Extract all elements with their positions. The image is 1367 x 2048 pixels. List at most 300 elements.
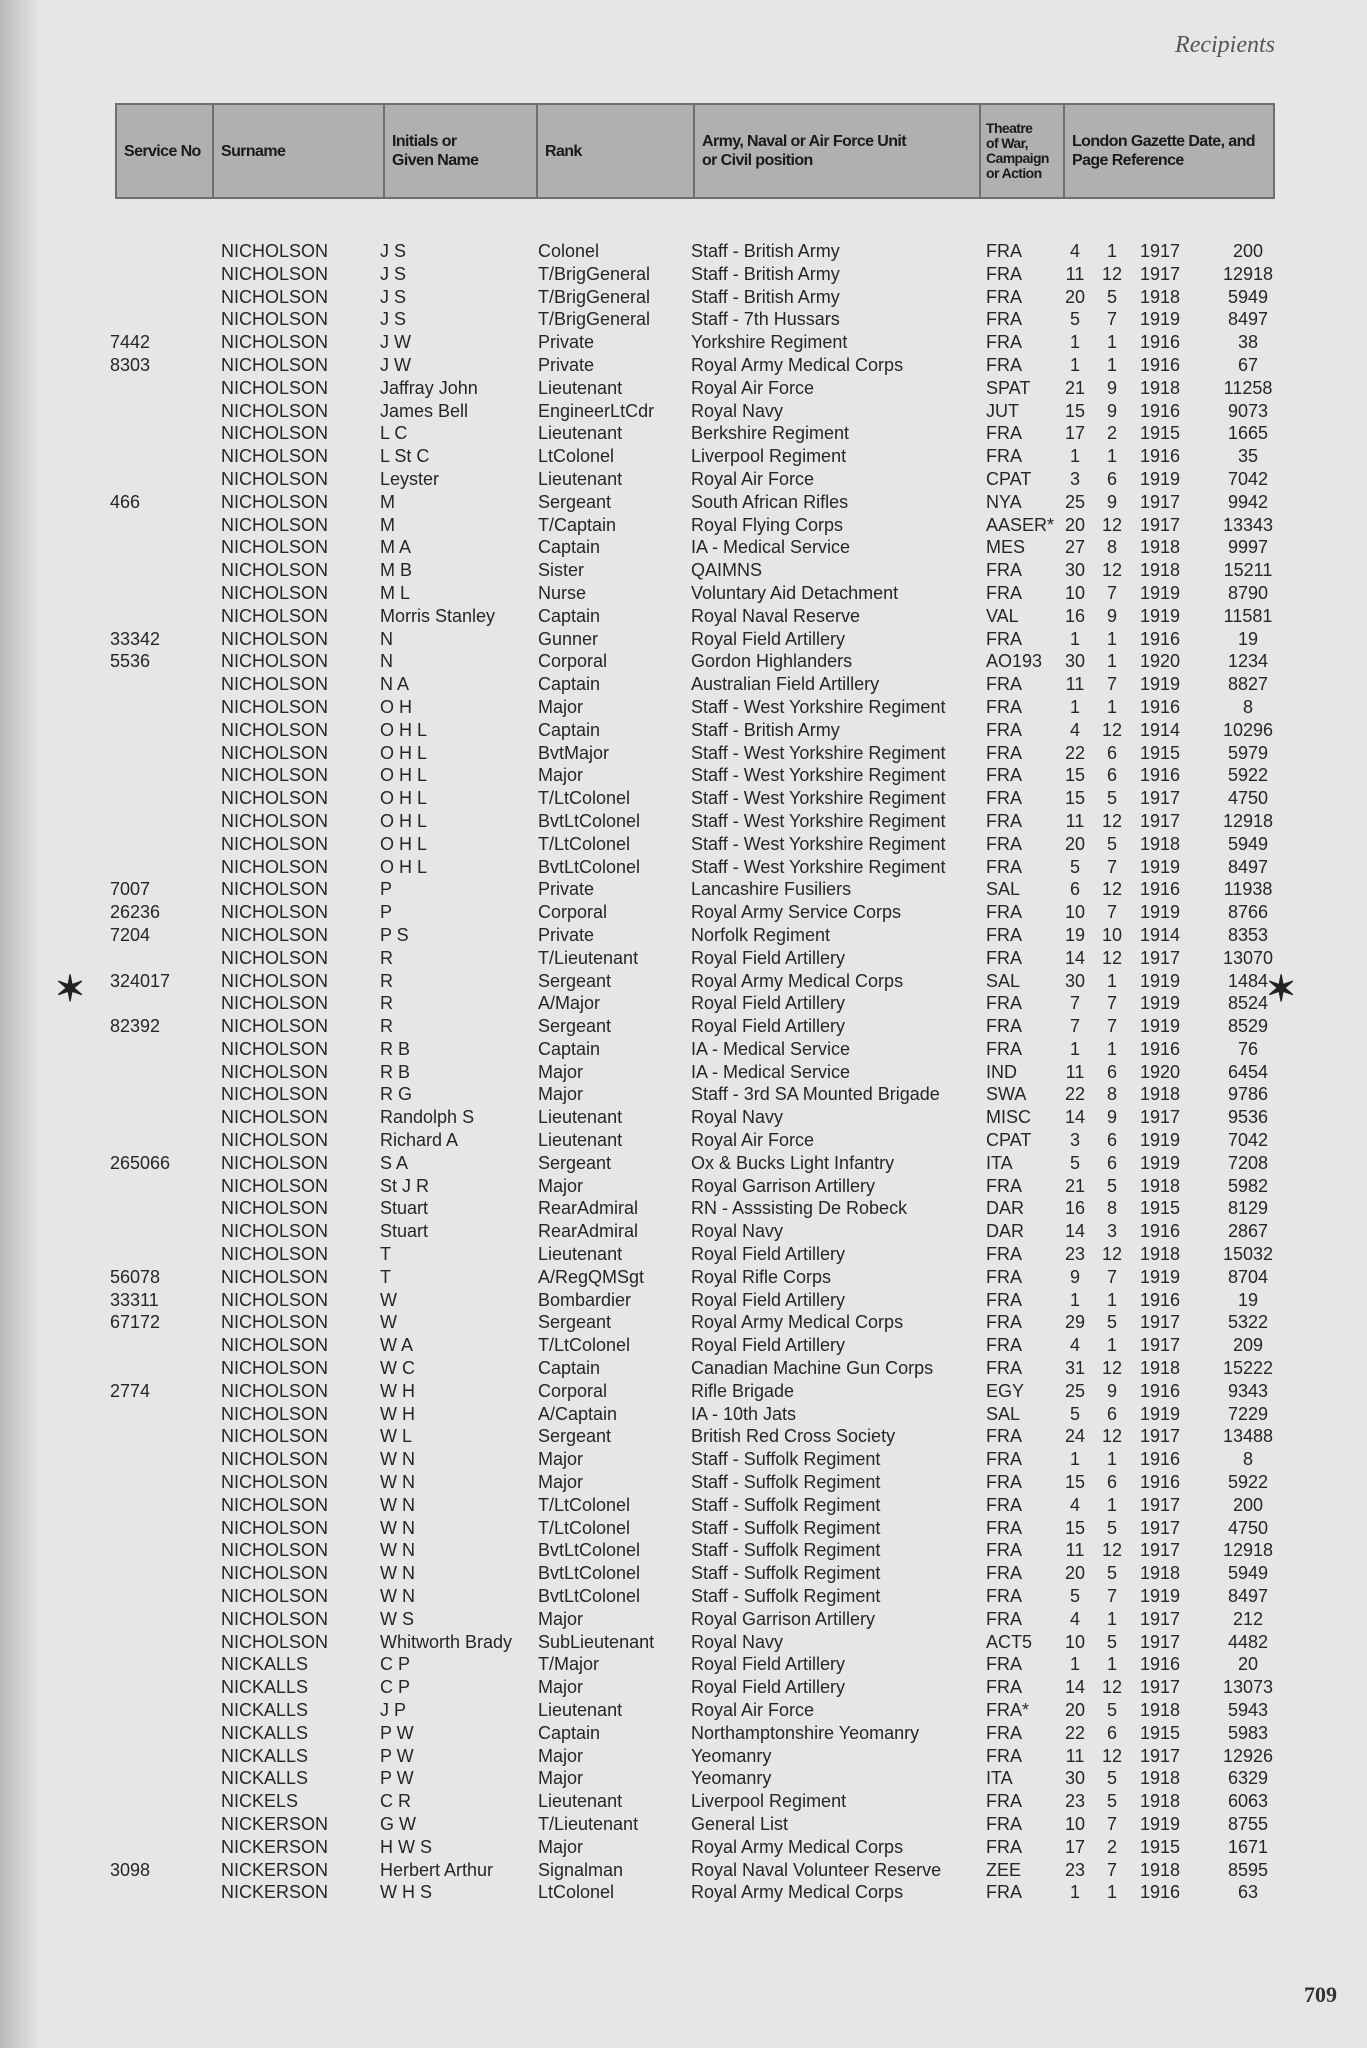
gazette-month-cell: 12 [1101,719,1123,740]
rank-cell: Sister [538,560,585,581]
initials-cell: R G [380,1084,413,1105]
surname-cell: NICHOLSON [221,354,329,375]
rank-cell: T/Lieutenant [538,947,639,968]
initials-cell: P W [380,1722,414,1743]
rank-cell: BvtLtColonel [538,856,641,877]
unit-cell: South African Rifles [691,491,849,512]
rank-cell: Colonel [538,241,600,261]
gazette-year-cell: 1917 [1140,1745,1181,1766]
table-row [108,1038,1288,1061]
gazette-month-cell: 7 [1106,1859,1117,1880]
table-row [108,400,1288,423]
gazette-month-cell: 7 [1106,1813,1117,1834]
gazette-year-cell: 1915 [1140,1198,1181,1219]
gazette-page-cell: 212 [1232,1608,1264,1629]
theatre-cell: FRA [986,1586,1022,1607]
gazette-year-cell: 1918 [1140,1791,1181,1812]
gazette-month-cell: 5 [1106,1791,1117,1812]
gazette-page-cell: 12918 [1222,263,1274,284]
gazette-page-cell: 38 [1237,332,1259,353]
rank-cell: T/BrigGeneral [538,286,651,307]
gazette-year-cell: 1920 [1140,651,1181,672]
gazette-year-cell: 1919 [1140,856,1181,877]
gazette-page-cell: 6329 [1227,1768,1269,1789]
table-row [108,696,1288,719]
rank-cell: Lieutenant [538,1244,623,1265]
gazette-month-cell: 9 [1106,491,1117,512]
gazette-page-cell: 15032 [1222,1244,1274,1265]
surname-cell: NICHOLSON [221,1266,329,1287]
gazette-year-cell: 1920 [1140,1061,1181,1082]
theatre-cell: FRA [986,788,1022,809]
margin-mark-right: ✶ [1266,968,1297,1009]
initials-cell: Stuart [380,1198,429,1219]
gazette-month-cell: 1 [1106,970,1117,991]
gazette-day-cell: 1 [1069,1289,1080,1310]
initials-cell: W N [380,1517,415,1538]
rank-cell: Sergeant [538,1312,612,1333]
gazette-day-cell: 23 [1064,1791,1086,1812]
gazette-page-cell: 200 [1232,1494,1264,1515]
surname-cell: NICHOLSON [221,1175,329,1196]
surname-cell: NICHOLSON [221,1403,329,1424]
initials-cell: O H L [380,742,428,763]
rank-cell: Private [538,879,595,900]
surname-cell: NICHOLSON [221,1016,329,1037]
gazette-year-cell: 1917 [1140,1335,1181,1356]
theatre-cell: FRA [986,1472,1022,1493]
gazette-month-cell: 5 [1106,1631,1117,1652]
unit-cell: Royal Army Medical Corps [691,1312,904,1333]
unit-cell: Royal Rifle Corps [691,1266,832,1287]
gazette-month-cell: 12 [1101,1426,1123,1447]
theatre-cell: FRA* [986,1700,1030,1720]
rank-cell: RearAdmiral [538,1198,639,1219]
surname-cell: NICHOLSON [221,286,329,307]
theatre-cell: FRA [986,423,1022,444]
rank-cell: Sergeant [538,1016,612,1037]
surname-cell: NICHOLSON [221,1221,329,1242]
gazette-month-cell: 10 [1101,924,1123,945]
rank-cell: Captain [538,537,601,558]
unit-cell: IA - 10th Jats [691,1403,797,1424]
initials-cell: L C [380,423,408,444]
gazette-page-cell: 8790 [1227,582,1269,603]
rank-cell: Lieutenant [538,423,623,444]
initials-cell: O H [380,696,413,717]
running-head: Recipients [1175,32,1275,58]
table-row [108,1129,1288,1152]
rank-cell: A/Major [538,993,601,1014]
gazette-page-cell: 8704 [1227,1266,1269,1287]
theatre-cell: IND [986,1061,1017,1082]
theatre-cell: SAL [986,1403,1021,1424]
gazette-year-cell: 1919 [1140,582,1181,603]
gazette-year-cell: 1919 [1140,1586,1181,1607]
gazette-day-cell: 24 [1064,1426,1086,1447]
gazette-page-cell: 8524 [1227,993,1269,1014]
surname-cell: NICHOLSON [221,924,329,945]
gazette-month-cell: 1 [1106,1882,1117,1903]
table-row [108,1517,1288,1540]
theatre-cell: FRA [986,765,1022,786]
rank-cell: EngineerLtCdr [538,400,655,421]
rank-cell: Lieutenant [538,1130,623,1151]
surname-cell: NICKERSON [221,1859,329,1880]
gazette-year-cell: 1916 [1140,400,1181,421]
header-rank: Rank [538,105,695,197]
gazette-page-cell: 5949 [1227,286,1269,307]
page-number: 709 [1304,1982,1337,2007]
gazette-month-cell: 1 [1106,241,1117,261]
gazette-month-cell: 1 [1106,1654,1117,1675]
rank-cell: T/LtColonel [538,1517,631,1538]
gazette-day-cell: 10 [1064,1813,1086,1834]
header-surname: Surname [214,105,385,197]
initials-cell: James Bell [380,400,469,421]
surname-cell: NICKALLS [221,1654,309,1675]
table-row [108,1767,1288,1790]
gazette-day-cell: 11 [1065,1745,1085,1766]
gazette-day-cell: 23 [1064,1859,1086,1880]
gazette-month-cell: 6 [1106,1722,1117,1743]
table-header [115,103,1275,199]
unit-cell: Royal Flying Corps [691,514,844,535]
unit-cell: Staff - British Army [691,241,840,261]
unit-cell: Staff - West Yorkshire Regiment [691,765,946,786]
unit-cell: Royal Naval Reserve [691,605,861,626]
rank-cell: Lieutenant [538,1791,623,1812]
gazette-year-cell: 1917 [1140,1494,1181,1515]
gazette-month-cell: 2 [1106,423,1117,444]
gazette-day-cell: 11 [1065,674,1085,695]
rank-cell: Captain [538,1038,601,1059]
unit-cell: Royal Field Artillery [691,628,846,649]
initials-cell: C P [380,1654,411,1675]
rank-cell: T/Lieutenant [538,1813,639,1834]
gazette-day-cell: 4 [1069,719,1080,740]
surname-cell: NICKERSON [221,1882,329,1903]
theatre-cell: FRA [986,924,1022,945]
table-row [108,901,1288,924]
rank-cell: BvtLtColonel [538,1563,641,1584]
rank-cell: Signalman [538,1859,624,1880]
table-row [108,468,1288,491]
initials-cell: Leyster [380,468,440,489]
rank-cell: Gunner [538,628,599,649]
initials-cell: P [380,879,393,900]
gazette-page-cell: 8 [1242,1449,1253,1470]
gazette-month-cell: 7 [1106,1266,1117,1287]
gazette-month-cell: 7 [1106,674,1117,695]
gazette-year-cell: 1917 [1140,1540,1181,1561]
unit-cell: Staff - West Yorkshire Regiment [691,833,946,854]
gazette-month-cell: 5 [1106,833,1117,854]
gazette-page-cell: 13343 [1222,514,1274,535]
unit-cell: Staff - 7th Hussars [691,309,840,330]
gazette-month-cell: 12 [1101,879,1123,900]
gazette-page-cell: 1671 [1227,1836,1269,1857]
surname-cell: NICHOLSON [221,674,329,695]
theatre-cell: ACT5 [986,1631,1033,1652]
surname-cell: NICHOLSON [221,1586,329,1607]
gazette-month-cell: 12 [1101,1358,1123,1379]
service-no-cell: 466 [110,491,141,512]
surname-cell: NICHOLSON [221,1426,329,1447]
rank-cell: BvtLtColonel [538,1540,641,1561]
rank-cell: Sergeant [538,1152,612,1173]
surname-cell: NICHOLSON [221,514,329,535]
gazette-page-cell: 209 [1232,1335,1264,1356]
gazette-month-cell: 5 [1106,788,1117,809]
gazette-year-cell: 1916 [1140,1449,1181,1470]
gazette-page-cell: 8353 [1227,924,1269,945]
gazette-month-cell: 1 [1106,332,1117,353]
table-row [108,331,1288,354]
gazette-page-cell: 6063 [1227,1791,1269,1812]
table-row [108,1585,1288,1608]
gazette-day-cell: 11 [1065,263,1085,284]
gazette-page-cell: 19 [1237,1289,1259,1310]
gazette-year-cell: 1917 [1140,788,1181,809]
gazette-day-cell: 7 [1069,1016,1080,1037]
unit-cell: Staff - Suffolk Regiment [691,1472,881,1493]
surname-cell: NICHOLSON [221,742,329,763]
gazette-page-cell: 5982 [1227,1175,1269,1196]
gazette-day-cell: 20 [1064,514,1086,535]
rank-cell: Corporal [538,1380,608,1401]
initials-cell: C R [380,1791,411,1812]
service-no-cell: 33342 [110,628,161,649]
initials-cell: W N [380,1586,415,1607]
gazette-month-cell: 12 [1101,263,1123,284]
initials-cell: R [380,1016,393,1037]
initials-cell: Richard A [380,1130,459,1151]
initials-cell: P [380,902,393,923]
gazette-year-cell: 1919 [1140,1152,1181,1173]
theatre-cell: FRA [986,1677,1022,1698]
initials-cell: P W [380,1768,414,1789]
gazette-day-cell: 16 [1064,605,1086,626]
service-no-cell: 26236 [110,902,161,923]
surname-cell: NICKALLS [221,1768,309,1789]
table-row [108,559,1288,582]
rank-cell: T/Major [538,1654,600,1675]
gazette-month-cell: 8 [1106,1084,1117,1105]
gazette-day-cell: 1 [1069,1882,1080,1903]
initials-cell: Herbert Arthur [380,1859,494,1880]
gazette-year-cell: 1917 [1140,1107,1181,1128]
gazette-year-cell: 1918 [1140,1859,1181,1880]
gazette-year-cell: 1917 [1140,1517,1181,1538]
rank-cell: Corporal [538,651,608,672]
service-no-cell: 324017 [110,970,171,991]
gazette-year-cell: 1917 [1140,263,1181,284]
theatre-cell: FRA [986,1517,1022,1538]
gazette-month-cell: 7 [1106,1586,1117,1607]
gazette-month-cell: 5 [1106,286,1117,307]
surname-cell: NICHOLSON [221,309,329,330]
rank-cell: T/BrigGeneral [538,309,651,330]
initials-cell: N [380,628,393,649]
gazette-month-cell: 5 [1106,1768,1117,1789]
initials-cell: W N [380,1472,415,1493]
gazette-year-cell: 1918 [1140,560,1181,581]
gazette-page-cell: 63 [1237,1882,1259,1903]
surname-cell: NICHOLSON [221,1198,329,1219]
gazette-month-cell: 1 [1106,1449,1117,1470]
initials-cell: W A [380,1335,414,1356]
theatre-cell: DAR [986,1221,1025,1242]
theatre-cell: ZEE [986,1859,1022,1880]
rank-cell: RearAdmiral [538,1221,639,1242]
gazette-month-cell: 2 [1106,1836,1117,1857]
unit-cell: Lancashire Fusiliers [691,879,852,900]
rank-cell: A/RegQMSgt [538,1266,645,1287]
rank-cell: Captain [538,605,601,626]
gazette-page-cell: 5979 [1227,742,1269,763]
gazette-month-cell: 7 [1106,1016,1117,1037]
initials-cell: P S [380,924,409,945]
initials-cell: R [380,970,393,991]
table-row [108,1357,1288,1380]
gazette-year-cell: 1916 [1140,765,1181,786]
surname-cell: NICHOLSON [221,696,329,717]
theatre-cell: FRA [986,241,1022,261]
gazette-page-cell: 7208 [1227,1152,1269,1173]
theatre-cell: FRA [986,1312,1022,1333]
table-row [108,1425,1288,1448]
rank-cell: Private [538,332,595,353]
table-row [108,1106,1288,1129]
surname-cell: NICKALLS [221,1677,309,1698]
table-row [108,1243,1288,1266]
gazette-day-cell: 1 [1069,1654,1080,1675]
initials-cell: W C [380,1358,415,1379]
unit-cell: Staff - Suffolk Regiment [691,1449,881,1470]
gazette-day-cell: 14 [1064,947,1086,968]
unit-cell: Staff - West Yorkshire Regiment [691,788,946,809]
surname-cell: NICHOLSON [221,263,329,284]
rank-cell: Sergeant [538,1426,612,1447]
gazette-day-cell: 21 [1064,377,1086,398]
table-row [108,787,1288,810]
rank-cell: Lieutenant [538,1700,623,1720]
gazette-page-cell: 8 [1242,696,1253,717]
rank-cell: Major [538,1472,584,1493]
gazette-page-cell: 9343 [1227,1380,1269,1401]
unit-cell: Staff - Suffolk Regiment [691,1563,881,1584]
theatre-cell: MISC [986,1107,1031,1128]
gazette-year-cell: 1917 [1140,491,1181,512]
gazette-month-cell: 8 [1106,537,1117,558]
rank-cell: T/LtColonel [538,833,631,854]
table-row [108,1699,1288,1722]
page-gutter-shadow [0,0,40,2048]
theatre-cell: FRA [986,1289,1022,1310]
gazette-month-cell: 12 [1101,1745,1123,1766]
gazette-year-cell: 1917 [1140,241,1181,261]
initials-cell: J S [380,263,407,284]
initials-cell: Stuart [380,1221,429,1242]
header-theatre: Theatre of War, Campaign or Action [981,105,1065,197]
unit-cell: Royal Field Artillery [691,1244,846,1265]
gazette-month-cell: 9 [1106,377,1117,398]
surname-cell: NICHOLSON [221,1358,329,1379]
initials-cell: M [380,491,395,512]
gazette-year-cell: 1916 [1140,1380,1181,1401]
gazette-page-cell: 10296 [1222,719,1274,740]
unit-cell: IA - Medical Service [691,537,851,558]
service-no-cell: 3098 [110,1859,151,1880]
table-row [108,1653,1288,1676]
unit-cell: QAIMNS [691,560,763,581]
theatre-cell: CPAT [986,1130,1032,1151]
gazette-page-cell: 6454 [1227,1061,1269,1082]
gazette-day-cell: 25 [1064,491,1086,512]
gazette-year-cell: 1917 [1140,1426,1181,1447]
rank-cell: Private [538,354,595,375]
recipients-table [108,240,1288,1904]
surname-cell: NICHOLSON [221,993,329,1014]
theatre-cell: FRA [986,833,1022,854]
theatre-cell: FRA [986,1016,1022,1037]
rank-cell: SubLieutenant [538,1631,655,1652]
gazette-month-cell: 12 [1101,810,1123,831]
theatre-cell: FRA [986,742,1022,763]
gazette-year-cell: 1916 [1140,332,1181,353]
gazette-day-cell: 25 [1064,1380,1086,1401]
gazette-month-cell: 7 [1106,856,1117,877]
gazette-month-cell: 1 [1106,1608,1117,1629]
gazette-page-cell: 8529 [1227,1016,1269,1037]
rank-cell: Bombardier [538,1289,632,1310]
initials-cell: Morris Stanley [380,605,496,626]
table-row [108,582,1288,605]
table-row [108,1015,1288,1038]
gazette-page-cell: 8497 [1227,1586,1269,1607]
gazette-day-cell: 15 [1064,765,1086,786]
gazette-page-cell: 20 [1237,1654,1259,1675]
gazette-page-cell: 19 [1237,628,1259,649]
table-row [108,1745,1288,1768]
gazette-year-cell: 1915 [1140,423,1181,444]
gazette-year-cell: 1918 [1140,1700,1181,1720]
table-row [108,742,1288,765]
surname-cell: NICHOLSON [221,788,329,809]
table-row [108,878,1288,901]
gazette-day-cell: 1 [1069,332,1080,353]
service-no-cell: 265066 [110,1152,171,1173]
surname-cell: NICHOLSON [221,1449,329,1470]
table-row [108,1813,1288,1836]
initials-cell: N [380,651,393,672]
table-row [108,1175,1288,1198]
table-row [108,240,1288,263]
gazette-month-cell: 7 [1106,993,1117,1014]
rank-cell: Major [538,1836,584,1857]
table-row [108,1403,1288,1426]
gazette-month-cell: 12 [1101,1244,1123,1265]
gazette-year-cell: 1918 [1140,1358,1181,1379]
gazette-page-cell: 8755 [1227,1813,1269,1834]
gazette-day-cell: 10 [1064,582,1086,603]
gazette-month-cell: 12 [1101,560,1123,581]
gazette-page-cell: 8497 [1227,856,1269,877]
surname-cell: NICHOLSON [221,833,329,854]
gazette-month-cell: 3 [1106,1221,1117,1242]
rank-cell: BvtLtColonel [538,810,641,831]
